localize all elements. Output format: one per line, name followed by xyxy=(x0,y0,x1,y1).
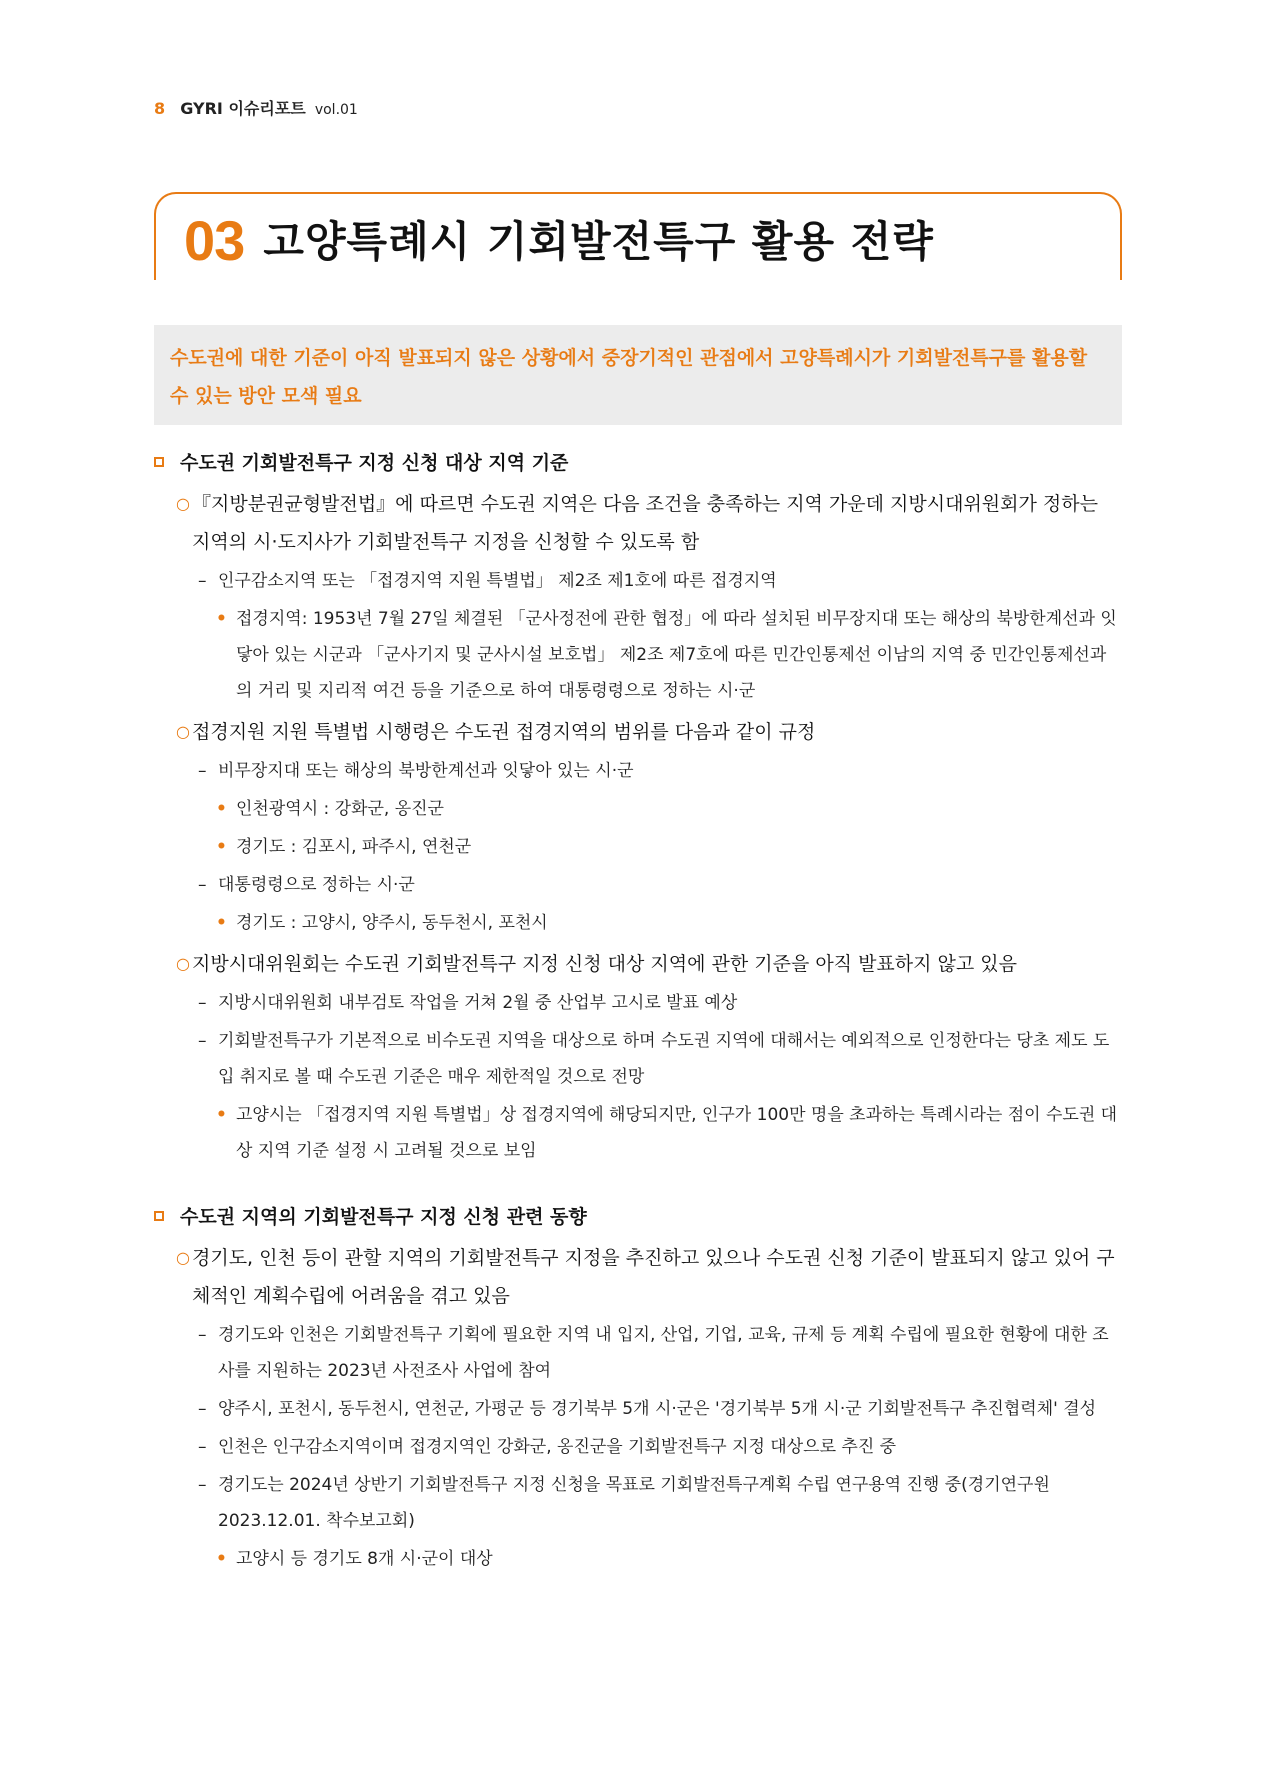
list-item-level3: • 고양시는 「접경지역 지원 특별법」상 접경지역에 해당되지만, 인구가 100만 명을 초과하는 특례시라는 점이 수도권 대상 지역 기준 설정 시 고려될 것으로 보임 xyxy=(154,1097,1122,1169)
list-item-level2: – 대통령령으로 정하는 시·군 xyxy=(154,867,1122,903)
dot-bullet-icon: • xyxy=(216,1105,227,1125)
list-item-level3: • 경기도 : 고양시, 양주시, 동두천시, 포천시 xyxy=(154,905,1122,941)
circle-bullet-icon: ○ xyxy=(176,954,190,973)
chapter-title-box xyxy=(154,192,1122,280)
dash-bullet-icon: – xyxy=(198,1399,207,1419)
main-content xyxy=(154,445,1122,1577)
list-item-level2: – 인구감소지역 또는 「접경지역 지원 특별법」 제2조 제1호에 따른 접경지역 xyxy=(154,563,1122,599)
section-heading: 수도권 지역의 기회발전특구 지정 신청 관련 동향 xyxy=(154,1199,1122,1235)
report-title: GYRI 이슈리포트 xyxy=(180,99,306,118)
list-item-level3: • 인천광역시 : 강화군, 옹진군 xyxy=(154,791,1122,827)
list-item-level2: – 경기도와 인천은 기회발전특구 기획에 필요한 지역 내 입지, 산업, 기업, 교육, 규제 등 계획 수립에 필요한 현황에 대한 조사를 지원하는 2023년 사전조사 사업에 참여 xyxy=(154,1317,1122,1389)
page-number: 8 xyxy=(154,99,166,118)
dash-bullet-icon: – xyxy=(198,1325,207,1345)
square-bullet-icon xyxy=(154,457,164,467)
circle-bullet-icon: ○ xyxy=(176,1248,190,1267)
chapter-number: 03 xyxy=(184,209,245,272)
list-item-level2: – 경기도는 2024년 상반기 기회발전특구 지정 신청을 목표로 기회발전특구계획 수립 연구용역 진행 중(경기연구원 2023.12.01. 착수보고회) xyxy=(154,1467,1122,1539)
circle-bullet-icon: ○ xyxy=(176,494,190,513)
list-item-level1: ○ 지방시대위원회는 수도권 기회발전특구 지정 신청 대상 지역에 관한 기준을 아직 발표하지 않고 있음 xyxy=(154,945,1122,983)
dot-bullet-icon: • xyxy=(216,837,227,857)
list-item-level3: • 접경지역: 1953년 7월 27일 체결된 「군사정전에 관한 협정」에 따라 설치된 비무장지대 또는 해상의 북방한계선과 잇닿아 있는 시군과 「군사기지 및 군사시설 보호법」 제2조 제7호에 따른 민간인통제선 이남의 지역 중 민간인통제선과의 거리 및 지리적 여건 등을 기준으로 하여 대통령령으로 정하는 시·군 xyxy=(154,601,1122,709)
dash-bullet-icon: – xyxy=(198,761,207,781)
page-header xyxy=(154,96,358,119)
list-item-level2: – 양주시, 포천시, 동두천시, 연천군, 가평군 등 경기북부 5개 시·군은 '경기북부 5개 시·군 기회발전특구 추진협력체' 결성 xyxy=(154,1391,1122,1427)
list-item-level2: – 지방시대위원회 내부검토 작업을 거쳐 2월 중 산업부 고시로 발표 예상 xyxy=(154,985,1122,1021)
dot-bullet-icon: • xyxy=(216,1549,227,1569)
circle-bullet-icon: ○ xyxy=(176,722,190,741)
list-item-level1: ○ 『지방분권균형발전법』에 따르면 수도권 지역은 다음 조건을 충족하는 지역 가운데 지방시대위원회가 정하는 지역의 시·도지사가 기회발전특구 지정을 신청할 수 있도록 함 xyxy=(154,485,1122,561)
dash-bullet-icon: – xyxy=(198,1475,207,1495)
list-item-level2: – 인천은 인구감소지역이며 접경지역인 강화군, 옹진군을 기회발전특구 지정 대상으로 추진 중 xyxy=(154,1429,1122,1465)
list-item-level1: ○ 접경지원 지원 특별법 시행령은 수도권 접경지역의 범위를 다음과 같이 규정 xyxy=(154,713,1122,751)
list-item-level2: – 기회발전특구가 기본적으로 비수도권 지역을 대상으로 하며 수도권 지역에 대해서는 예외적으로 인정한다는 당초 제도 도입 취지로 볼 때 수도권 기준은 매우 제한적일 것으로 전망 xyxy=(154,1023,1122,1095)
dash-bullet-icon: – xyxy=(198,875,207,895)
dot-bullet-icon: • xyxy=(216,799,227,819)
summary-box xyxy=(154,325,1122,425)
list-item-level3: • 경기도 : 김포시, 파주시, 연천군 xyxy=(154,829,1122,865)
report-volume: vol.01 xyxy=(314,102,358,118)
square-bullet-icon xyxy=(154,1211,164,1221)
dot-bullet-icon: • xyxy=(216,609,227,629)
chapter-title: 고양특례시 기회발전특구 활용 전략 xyxy=(263,217,934,266)
dash-bullet-icon: – xyxy=(198,993,207,1013)
dot-bullet-icon: • xyxy=(216,913,227,933)
list-item-level1: ○ 경기도, 인천 등이 관할 지역의 기회발전특구 지정을 추진하고 있으나 수도권 신청 기준이 발표되지 않고 있어 구체적인 계획수립에 어려움을 겪고 있음 xyxy=(154,1239,1122,1315)
dash-bullet-icon: – xyxy=(198,1031,207,1051)
dash-bullet-icon: – xyxy=(198,1437,207,1457)
section-heading: 수도권 기회발전특구 지정 신청 대상 지역 기준 xyxy=(154,445,1122,481)
dash-bullet-icon: – xyxy=(198,571,207,591)
list-item-level2: – 비무장지대 또는 해상의 북방한계선과 잇닿아 있는 시·군 xyxy=(154,753,1122,789)
list-item-level3: • 고양시 등 경기도 8개 시·군이 대상 xyxy=(154,1541,1122,1577)
summary-text: 수도권에 대한 기준이 아직 발표되지 않은 상황에서 중장기적인 관점에서 고양특례시가 기회발전특구를 활용할 수 있는 방안 모색 필요 xyxy=(170,347,1088,407)
